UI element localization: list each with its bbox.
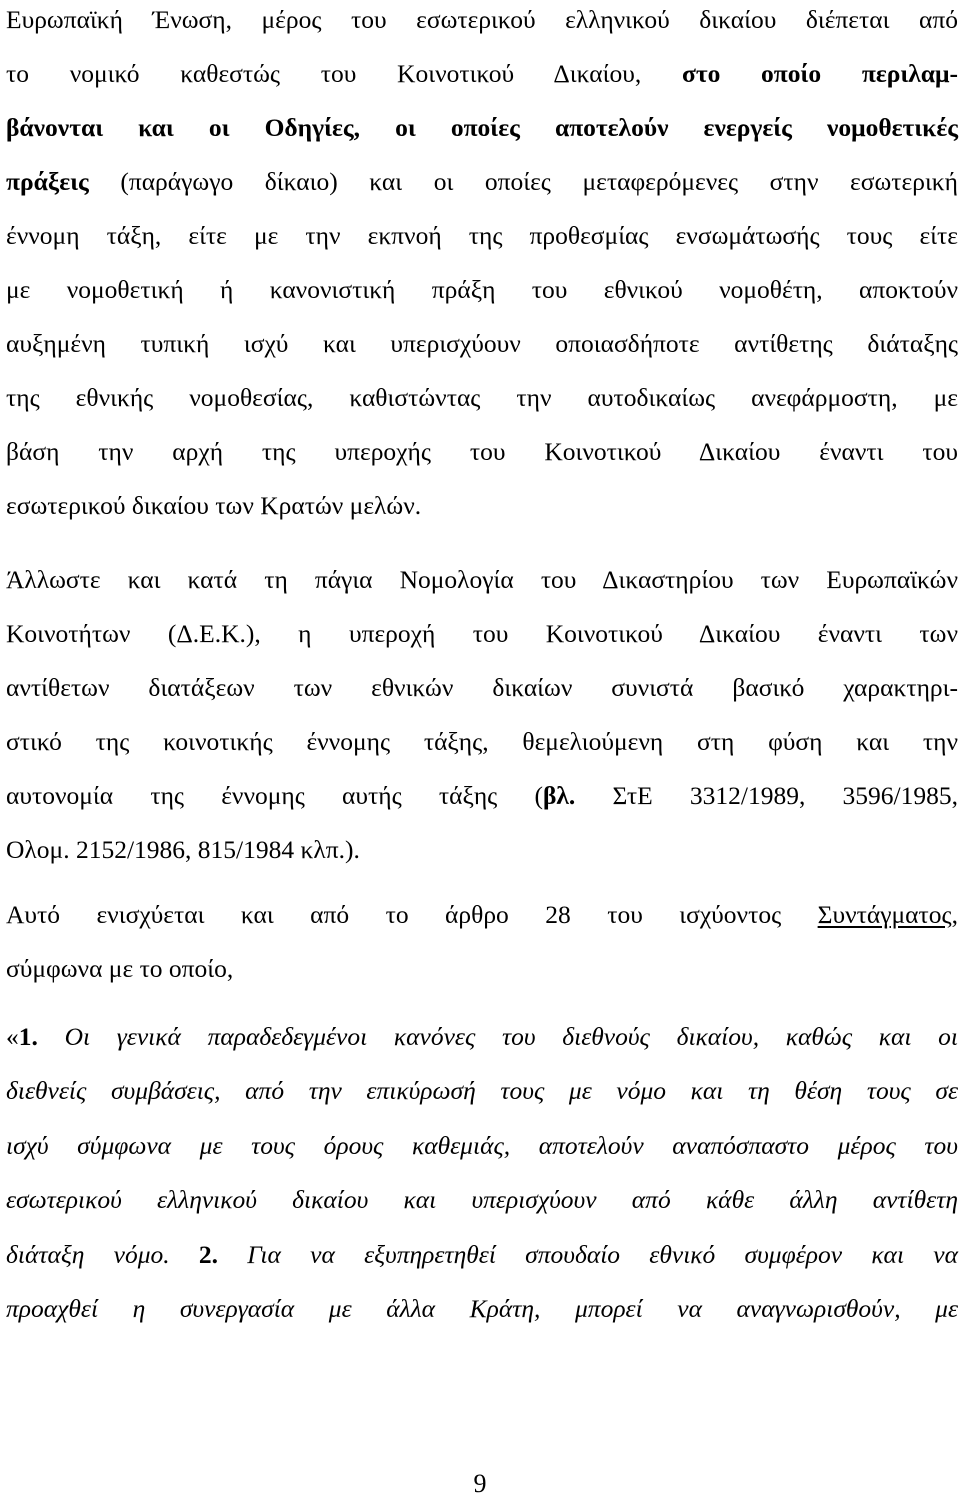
text-run: στικό της κοινοτικής έννομης τάξης, θεμελιούμενη στη φύση και την — [6, 727, 958, 756]
text-run: ΣτΕ 3312/1989, 3596/1985, — [575, 781, 958, 810]
text-run: Ευρωπαϊκή Ένωση, μέρος του εσωτερικού ελληνικού δικαίου διέπεται από — [6, 5, 958, 34]
text-run: της εθνικής νομοθεσίας, καθιστώντας την αυτοδικαίως ανεφάρμοστη, με — [6, 383, 958, 412]
text-run: προαχθεί η συνεργασία με άλλα Κράτη, μπορεί να αναγνωρισθούν, με — [6, 1294, 958, 1323]
text-line — [6, 1180, 958, 1220]
text-run: πράξεις — [6, 167, 89, 196]
text-line — [6, 1071, 958, 1111]
text-run: « — [6, 1022, 19, 1051]
text-run: στο οποίο περιλαμ- — [681, 59, 958, 88]
text-run: 1. — [18, 1022, 38, 1051]
text-line — [6, 216, 958, 256]
text-run: διάταξη νόμο. — [6, 1239, 199, 1269]
text-line — [6, 432, 958, 472]
text-line — [6, 668, 958, 708]
text-run: σύμφωνα με το οποίο, — [6, 954, 234, 983]
text-line — [6, 324, 958, 364]
text-run: βλ. — [542, 781, 576, 810]
text-line — [6, 378, 958, 418]
text-run: Συντάγματος — [817, 900, 952, 929]
text-line — [6, 895, 958, 935]
text-line — [6, 1235, 958, 1275]
text-run: ισχύ σύμφωνα με τους όρους καθεμιάς, αποτελούν αναπόσπαστο μέρος του — [6, 1130, 958, 1160]
text-run: βάση την αρχή της υπεροχής του Κοινοτικού Δικαίου έναντι του — [6, 437, 958, 466]
text-run: με νομοθετική ή κανονιστική πράξη του εθνικού νομοθέτη, αποκτούν — [6, 275, 958, 304]
text-line — [6, 270, 958, 310]
text-line — [6, 162, 958, 202]
text-run: αντίθετων διατάξεων των εθνικών δικαίων συνιστά βασικό χαρακτηρι- — [6, 673, 958, 702]
text-line — [6, 1126, 958, 1166]
text-run: το νομικό καθεστώς του Κοινοτικού Δικαίου, — [6, 59, 682, 88]
text-line — [6, 108, 958, 148]
text-run: 2. — [198, 1239, 219, 1269]
text-run: Άλλωστε και κατά τη πάγια Νομολογία του Δικαστηρίου των Ευρωπαϊκών — [6, 565, 958, 594]
text-line — [6, 54, 958, 94]
text-run: έννομη τάξη, είτε με την εκπνοή της προθεσμίας ενσωμάτωσής τους είτε — [6, 221, 958, 250]
text-run: Ολομ. 2152/1986, 815/1984 κλπ.). — [6, 835, 360, 864]
page-number: 9 — [473, 1469, 487, 1498]
text-line — [6, 776, 958, 816]
text-run: διεθνείς συμβάσεις, από την επικύρωσή τους με νόμο και τη θέση τους σε — [6, 1076, 958, 1106]
text-run: Οι γενικά παραδεδεγμένοι κανόνες του διεθνούς δικαίου, καθώς και οι — [37, 1022, 958, 1051]
text-run: Κοινοτήτων (Δ.Ε.Κ.), η υπεροχή του Κοινοτικού Δικαίου έναντι των — [6, 619, 958, 648]
text-line — [6, 830, 958, 870]
text-run: Για να εξυπηρετηθεί σπουδαίο εθνικό συμφέρον και να — [218, 1239, 958, 1269]
text-run: εσωτερικού ελληνικού δικαίου και υπερισχύουν από κάθε άλλη αντίθετη — [6, 1185, 958, 1215]
text-run: αυτονομία της έννομης αυτής τάξης ( — [6, 781, 543, 810]
text-line — [6, 722, 958, 762]
text-line — [6, 1289, 958, 1329]
text-line — [6, 560, 958, 600]
text-line — [6, 1017, 958, 1057]
text-run: (παράγωγο δίκαιο) και οι οποίες μεταφερόμενες στην εσωτερική — [88, 167, 958, 196]
text-run: εσωτερικού δικαίου των Κρατών μελών. — [6, 491, 422, 520]
text-line — [6, 614, 958, 654]
text-run: αυξημένη τυπική ισχύ και υπερισχύουν οποιασδήποτε αντίθετης διάταξης — [6, 329, 958, 358]
text-line — [6, 0, 958, 40]
text-run: βάνονται και οι Οδηγίες, οι οποίες αποτελούν ενεργείς νομοθετικές — [6, 113, 958, 142]
text-line — [6, 949, 958, 989]
text-line — [6, 486, 958, 526]
text-run: , — [951, 900, 958, 929]
text-run: Αυτό ενισχύεται και από το άρθρο 28 του ισχύοντος — [6, 900, 818, 929]
